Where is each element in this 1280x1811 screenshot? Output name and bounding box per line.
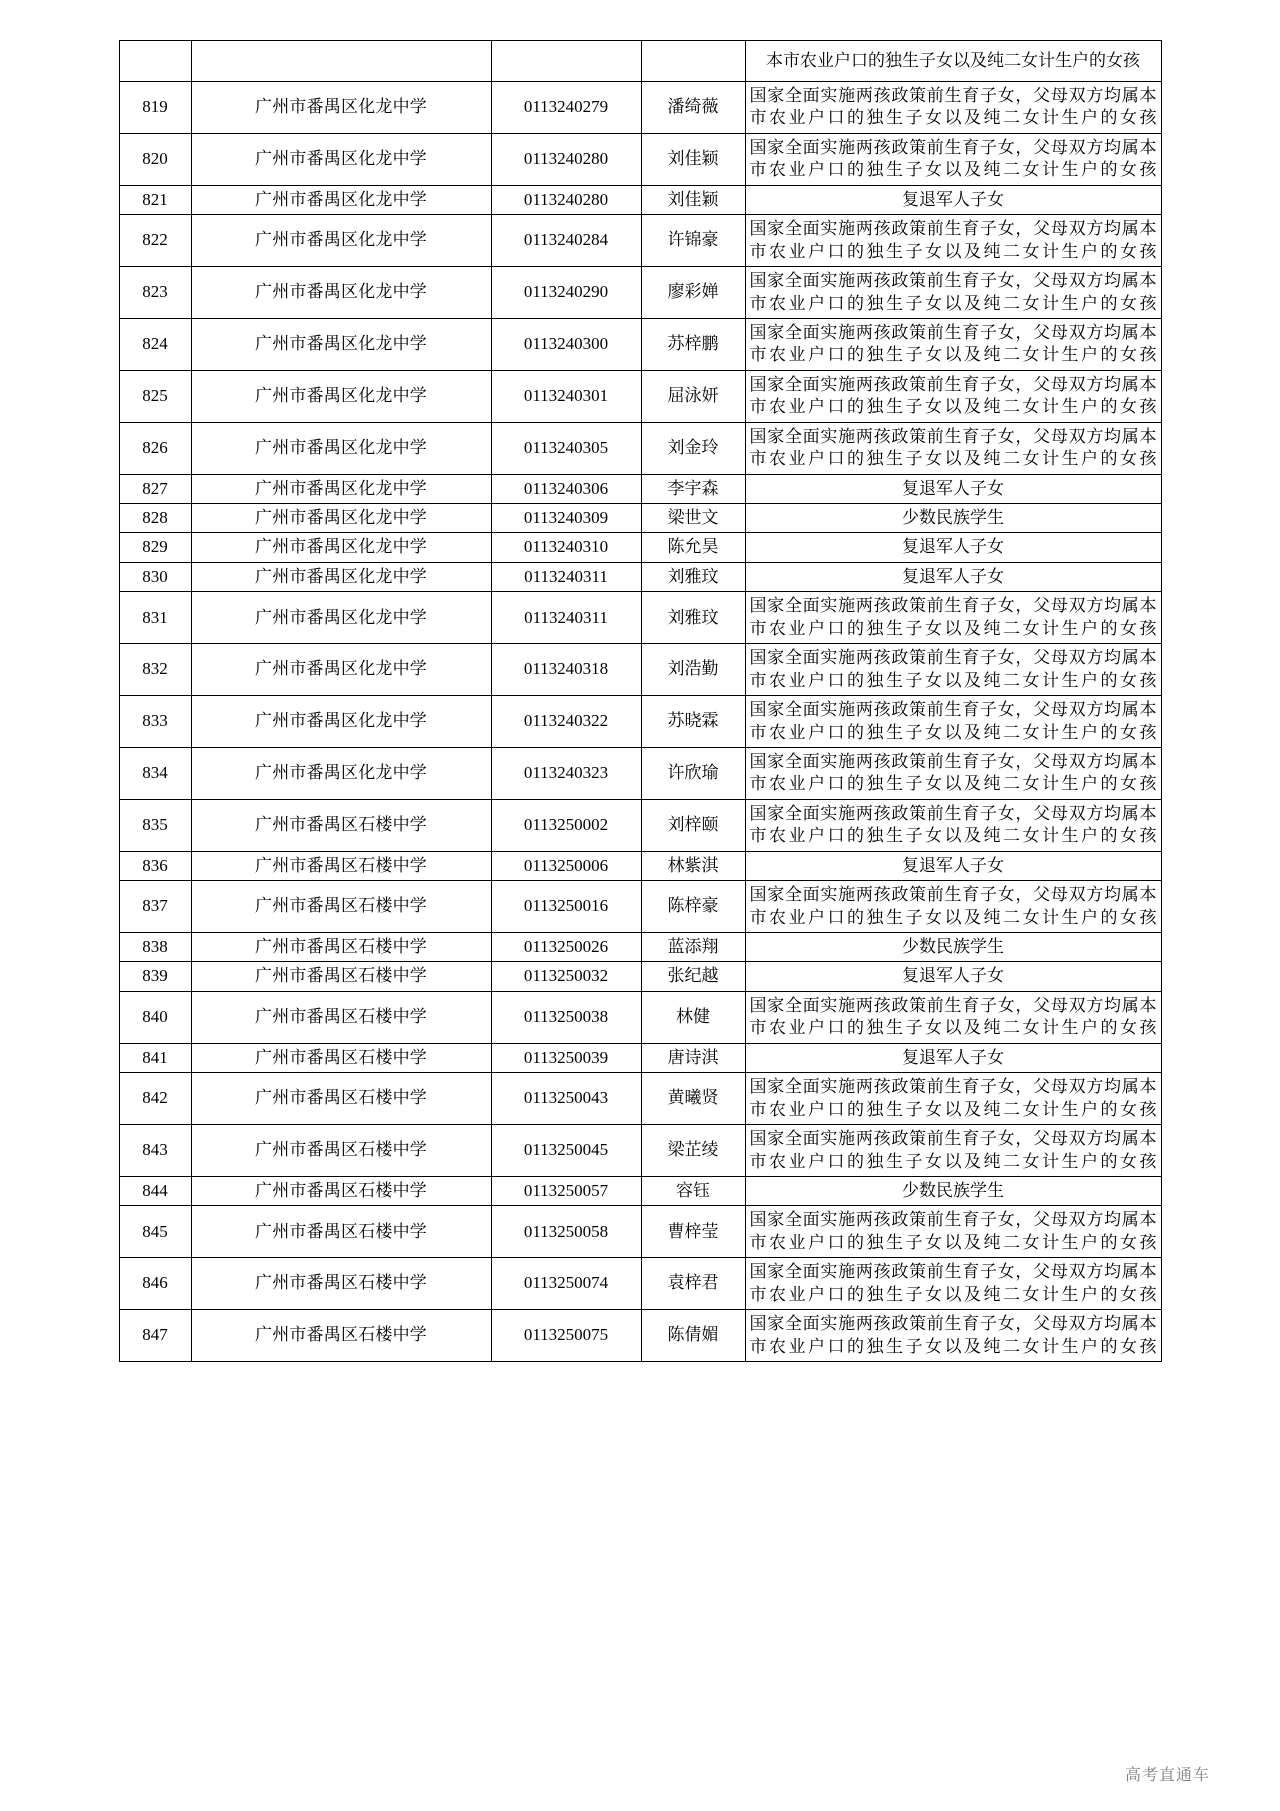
row-index-cell: 841 — [119, 1043, 191, 1072]
row-name-cell: 容钰 — [641, 1176, 745, 1205]
table-row — [119, 504, 1161, 533]
row-school-cell: 广州市番禺区石楼中学 — [191, 991, 491, 1043]
row-reason-cell: 少数民族学生 — [745, 1176, 1161, 1205]
row-name-cell: 陈倩媚 — [641, 1310, 745, 1362]
row-name-cell: 廖彩婵 — [641, 267, 745, 319]
row-school-cell: 广州市番禺区化龙中学 — [191, 422, 491, 474]
table-row — [119, 1310, 1161, 1362]
row-candidate-id-cell: 0113240311 — [491, 592, 641, 644]
row-name-cell: 蓝添翔 — [641, 933, 745, 962]
row-candidate-id-cell: 0113250016 — [491, 881, 641, 933]
row-candidate-id-cell: 0113240280 — [491, 185, 641, 214]
row-candidate-id-cell: 0113240280 — [491, 133, 641, 185]
row-candidate-id-cell: 0113240279 — [491, 82, 641, 134]
row-school-cell: 广州市番禺区化龙中学 — [191, 474, 491, 503]
row-reason-cell: 复退军人子女 — [745, 185, 1161, 214]
row-name-cell: 屈泳妍 — [641, 370, 745, 422]
row-name-cell: 刘佳颖 — [641, 133, 745, 185]
row-index-cell: 823 — [119, 267, 191, 319]
row-school-cell: 广州市番禺区化龙中学 — [191, 185, 491, 214]
row-candidate-id-cell: 0113240310 — [491, 533, 641, 562]
row-name-cell: 林紫淇 — [641, 851, 745, 880]
row-candidate-id-cell: 0113250026 — [491, 933, 641, 962]
row-school-cell: 广州市番禺区石楼中学 — [191, 1043, 491, 1072]
table-row — [119, 215, 1161, 267]
row-reason-cell: 国家全面实施两孩政策前生育子女，父母双方均属本市农业户口的独生子女以及纯二女计生户的女孩 — [745, 215, 1161, 267]
row-candidate-id-cell: 0113240309 — [491, 504, 641, 533]
row-reason-cell: 国家全面实施两孩政策前生育子女，父母双方均属本市农业户口的独生子女以及纯二女计生户的女孩 — [745, 592, 1161, 644]
row-candidate-id-cell: 0113250043 — [491, 1073, 641, 1125]
row-reason-cell: 国家全面实施两孩政策前生育子女，父母双方均属本市农业户口的独生子女以及纯二女计生户的女孩 — [745, 1206, 1161, 1258]
row-index-cell: 836 — [119, 851, 191, 880]
row-name-cell: 许欣瑜 — [641, 747, 745, 799]
row-index-cell: 820 — [119, 133, 191, 185]
row-reason-cell: 国家全面实施两孩政策前生育子女，父母双方均属本市农业户口的独生子女以及纯二女计生户的女孩 — [745, 991, 1161, 1043]
row-candidate-id-cell: 0113250058 — [491, 1206, 641, 1258]
table-row — [119, 267, 1161, 319]
table-row — [119, 533, 1161, 562]
row-name-cell: 陈允昊 — [641, 533, 745, 562]
row-reason-cell: 国家全面实施两孩政策前生育子女，父母双方均属本市农业户口的独生子女以及纯二女计生户的女孩 — [745, 799, 1161, 851]
row-reason-cell: 国家全面实施两孩政策前生育子女，父母双方均属本市农业户口的独生子女以及纯二女计生户的女孩 — [745, 1258, 1161, 1310]
row-candidate-id-cell: 0113240290 — [491, 267, 641, 319]
row-index-cell: 843 — [119, 1125, 191, 1177]
row-candidate-id-cell: 0113250032 — [491, 962, 641, 991]
row-index-cell: 829 — [119, 533, 191, 562]
row-reason-cell: 复退军人子女 — [745, 533, 1161, 562]
row-candidate-id-cell: 0113240322 — [491, 696, 641, 748]
table-row — [119, 82, 1161, 134]
table-row — [119, 370, 1161, 422]
row-candidate-id-cell: 0113250074 — [491, 1258, 641, 1310]
row-name-cell: 梁世文 — [641, 504, 745, 533]
table-body — [119, 41, 1161, 1362]
row-index-cell: 831 — [119, 592, 191, 644]
row-reason-cell: 国家全面实施两孩政策前生育子女，父母双方均属本市农业户口的独生子女以及纯二女计生户的女孩 — [745, 267, 1161, 319]
row-candidate-id-cell: 0113250075 — [491, 1310, 641, 1362]
table-row — [119, 881, 1161, 933]
watermark: 高考直通车 — [1124, 1767, 1210, 1784]
row-index-cell: 819 — [119, 82, 191, 134]
row-reason-cell: 国家全面实施两孩政策前生育子女，父母双方均属本市农业户口的独生子女以及纯二女计生户的女孩 — [745, 644, 1161, 696]
table-row — [119, 644, 1161, 696]
row-name-cell: 刘雅玟 — [641, 562, 745, 591]
table-row — [119, 1176, 1161, 1205]
row-name-cell: 刘雅玟 — [641, 592, 745, 644]
row-name-cell: 唐诗淇 — [641, 1043, 745, 1072]
row-name-cell: 袁梓君 — [641, 1258, 745, 1310]
row-candidate-id-cell: 0113250002 — [491, 799, 641, 851]
row-name-cell: 张纪越 — [641, 962, 745, 991]
row-index-cell: 822 — [119, 215, 191, 267]
row-reason-cell: 国家全面实施两孩政策前生育子女，父母双方均属本市农业户口的独生子女以及纯二女计生户的女孩 — [745, 1073, 1161, 1125]
table-row — [119, 1125, 1161, 1177]
table-row — [119, 1258, 1161, 1310]
row-school-cell: 广州市番禺区石楼中学 — [191, 799, 491, 851]
row-index-cell: 834 — [119, 747, 191, 799]
row-school-cell: 广州市番禺区化龙中学 — [191, 592, 491, 644]
row-reason-cell: 复退军人子女 — [745, 1043, 1161, 1072]
row-name-cell: 潘绮薇 — [641, 82, 745, 134]
row-name-cell: 梁芷绫 — [641, 1125, 745, 1177]
table-row — [119, 133, 1161, 185]
row-index-cell: 833 — [119, 696, 191, 748]
row-school-cell: 广州市番禺区石楼中学 — [191, 881, 491, 933]
row-reason-cell: 国家全面实施两孩政策前生育子女，父母双方均属本市农业户口的独生子女以及纯二女计生户的女孩 — [745, 696, 1161, 748]
row-candidate-id-cell: 0113240301 — [491, 370, 641, 422]
row-index-cell: 821 — [119, 185, 191, 214]
row-reason-cell: 本市农业户口的独生子女以及纯二女计生户的女孩 — [745, 41, 1161, 82]
row-candidate-id-cell: 0113250057 — [491, 1176, 641, 1205]
row-name-cell: 林健 — [641, 991, 745, 1043]
row-school-cell: 广州市番禺区化龙中学 — [191, 82, 491, 134]
table-row — [119, 474, 1161, 503]
row-candidate-id-cell: 0113240305 — [491, 422, 641, 474]
row-school-cell: 广州市番禺区化龙中学 — [191, 747, 491, 799]
row-candidate-id-cell: 0113240323 — [491, 747, 641, 799]
row-reason-cell: 国家全面实施两孩政策前生育子女，父母双方均属本市农业户口的独生子女以及纯二女计生户的女孩 — [745, 422, 1161, 474]
row-index-cell: 839 — [119, 962, 191, 991]
row-index-cell: 824 — [119, 318, 191, 370]
table-row — [119, 1073, 1161, 1125]
row-school-cell: 广州市番禺区化龙中学 — [191, 133, 491, 185]
row-index-cell — [119, 41, 191, 82]
row-index-cell: 830 — [119, 562, 191, 591]
row-name-cell: 苏晓霖 — [641, 696, 745, 748]
table-row — [119, 592, 1161, 644]
row-candidate-id-cell: 0113240284 — [491, 215, 641, 267]
row-index-cell: 832 — [119, 644, 191, 696]
row-index-cell: 847 — [119, 1310, 191, 1362]
row-school-cell: 广州市番禺区化龙中学 — [191, 562, 491, 591]
row-name-cell: 许锦豪 — [641, 215, 745, 267]
row-candidate-id-cell: 0113250039 — [491, 1043, 641, 1072]
row-reason-cell: 复退军人子女 — [745, 562, 1161, 591]
row-name-cell: 刘金玲 — [641, 422, 745, 474]
table-row — [119, 1206, 1161, 1258]
row-index-cell: 840 — [119, 991, 191, 1043]
row-school-cell: 广州市番禺区石楼中学 — [191, 851, 491, 880]
row-reason-cell: 国家全面实施两孩政策前生育子女，父母双方均属本市农业户口的独生子女以及纯二女计生户的女孩 — [745, 82, 1161, 134]
row-school-cell: 广州市番禺区石楼中学 — [191, 1206, 491, 1258]
row-name-cell: 苏梓鹏 — [641, 318, 745, 370]
row-school-cell: 广州市番禺区石楼中学 — [191, 1310, 491, 1362]
row-school-cell: 广州市番禺区化龙中学 — [191, 318, 491, 370]
row-index-cell: 837 — [119, 881, 191, 933]
table-row — [119, 799, 1161, 851]
row-candidate-id-cell: 0113250038 — [491, 991, 641, 1043]
row-school-cell: 广州市番禺区化龙中学 — [191, 267, 491, 319]
table-row — [119, 1043, 1161, 1072]
row-school-cell: 广州市番禺区化龙中学 — [191, 370, 491, 422]
row-school-cell: 广州市番禺区化龙中学 — [191, 644, 491, 696]
row-school-cell: 广州市番禺区化龙中学 — [191, 533, 491, 562]
table-row — [119, 422, 1161, 474]
row-school-cell: 广州市番禺区化龙中学 — [191, 696, 491, 748]
row-reason-cell: 复退军人子女 — [745, 962, 1161, 991]
row-name-cell: 陈梓豪 — [641, 881, 745, 933]
table-row — [119, 962, 1161, 991]
table-row — [119, 41, 1161, 82]
row-candidate-id-cell: 0113240311 — [491, 562, 641, 591]
row-reason-cell: 复退军人子女 — [745, 851, 1161, 880]
row-school-cell: 广州市番禺区石楼中学 — [191, 1125, 491, 1177]
row-index-cell: 828 — [119, 504, 191, 533]
row-index-cell: 825 — [119, 370, 191, 422]
table-row — [119, 696, 1161, 748]
row-index-cell: 842 — [119, 1073, 191, 1125]
row-school-cell: 广州市番禺区石楼中学 — [191, 1258, 491, 1310]
row-name-cell: 刘佳颖 — [641, 185, 745, 214]
row-school-cell: 广州市番禺区石楼中学 — [191, 933, 491, 962]
row-index-cell: 827 — [119, 474, 191, 503]
row-reason-cell: 国家全面实施两孩政策前生育子女，父母双方均属本市农业户口的独生子女以及纯二女计生户的女孩 — [745, 1125, 1161, 1177]
table-row — [119, 747, 1161, 799]
row-index-cell: 844 — [119, 1176, 191, 1205]
row-reason-cell: 国家全面实施两孩政策前生育子女，父母双方均属本市农业户口的独生子女以及纯二女计生户的女孩 — [745, 881, 1161, 933]
row-name-cell: 刘梓颐 — [641, 799, 745, 851]
eligibility-table — [119, 40, 1162, 1362]
row-reason-cell: 国家全面实施两孩政策前生育子女，父母双方均属本市农业户口的独生子女以及纯二女计生户的女孩 — [745, 1310, 1161, 1362]
table-row — [119, 991, 1161, 1043]
row-candidate-id-cell: 0113240318 — [491, 644, 641, 696]
row-name-cell: 曹梓莹 — [641, 1206, 745, 1258]
row-school-cell: 广州市番禺区石楼中学 — [191, 1176, 491, 1205]
row-reason-cell: 少数民族学生 — [745, 933, 1161, 962]
row-reason-cell: 国家全面实施两孩政策前生育子女，父母双方均属本市农业户口的独生子女以及纯二女计生户的女孩 — [745, 747, 1161, 799]
table-row — [119, 185, 1161, 214]
row-school-cell: 广州市番禺区化龙中学 — [191, 504, 491, 533]
row-candidate-id-cell: 0113240300 — [491, 318, 641, 370]
row-reason-cell: 少数民族学生 — [745, 504, 1161, 533]
row-name-cell: 黄曦贤 — [641, 1073, 745, 1125]
row-school-cell: 广州市番禺区化龙中学 — [191, 215, 491, 267]
row-reason-cell: 国家全面实施两孩政策前生育子女，父母双方均属本市农业户口的独生子女以及纯二女计生户的女孩 — [745, 318, 1161, 370]
row-school-cell: 广州市番禺区石楼中学 — [191, 1073, 491, 1125]
table-row — [119, 933, 1161, 962]
row-index-cell: 835 — [119, 799, 191, 851]
row-name-cell: 刘浩勤 — [641, 644, 745, 696]
row-index-cell: 845 — [119, 1206, 191, 1258]
row-school-cell — [191, 41, 491, 82]
row-name-cell: 李宇森 — [641, 474, 745, 503]
row-reason-cell: 国家全面实施两孩政策前生育子女，父母双方均属本市农业户口的独生子女以及纯二女计生户的女孩 — [745, 370, 1161, 422]
row-candidate-id-cell — [491, 41, 641, 82]
row-candidate-id-cell: 0113250045 — [491, 1125, 641, 1177]
row-index-cell: 846 — [119, 1258, 191, 1310]
row-reason-cell: 复退军人子女 — [745, 474, 1161, 503]
table-row — [119, 562, 1161, 591]
row-candidate-id-cell: 0113240306 — [491, 474, 641, 503]
row-school-cell: 广州市番禺区石楼中学 — [191, 962, 491, 991]
row-reason-cell: 国家全面实施两孩政策前生育子女，父母双方均属本市农业户口的独生子女以及纯二女计生户的女孩 — [745, 133, 1161, 185]
row-index-cell: 838 — [119, 933, 191, 962]
table-row — [119, 851, 1161, 880]
table-row — [119, 318, 1161, 370]
row-index-cell: 826 — [119, 422, 191, 474]
row-candidate-id-cell: 0113250006 — [491, 851, 641, 880]
row-name-cell — [641, 41, 745, 82]
